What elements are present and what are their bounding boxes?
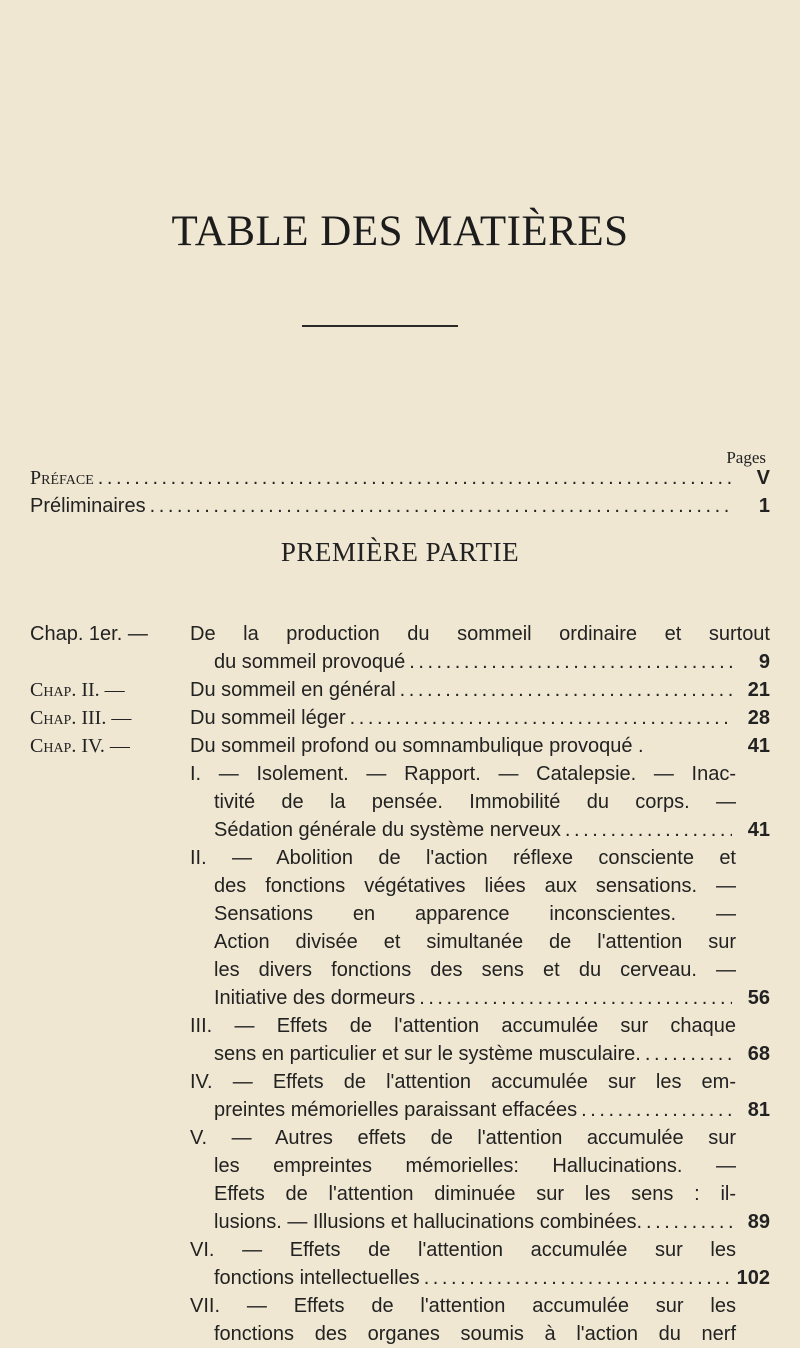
section-text: Sensations en apparence inconscientes. —	[214, 903, 736, 925]
title-rule	[302, 325, 458, 327]
toc-entry-label: Préface	[30, 467, 94, 489]
section-text: les empreintes mémorielles: Hallucinations. —	[214, 1155, 736, 1177]
chapter-line: Du sommeil léger	[190, 707, 346, 729]
section-text: II. — Abolition de l'action réflexe consciente et	[190, 847, 736, 869]
toc-entry-page: 41	[747, 819, 770, 841]
chapter-label: Chap. 1er. —	[30, 623, 148, 645]
section-text: Effets de l'attention diminuée sur les sens : il-	[214, 1183, 736, 1205]
section-text: les divers fonctions des sens et du cerveau. —	[214, 959, 736, 981]
toc-entry-label: Préliminaires	[30, 495, 146, 517]
section-text: Sédation générale du système nerveux	[214, 819, 561, 841]
section-line	[190, 1236, 770, 1264]
toc-entry-page: V	[756, 467, 770, 489]
section-text: Action divisée et simultanée de l'attention sur	[214, 931, 736, 953]
chapter-line: De la production du sommeil ordinaire et surtout	[190, 623, 770, 645]
toc-entry-page: 56	[747, 987, 770, 1009]
section-text: IV. — Effets de l'attention accumulée sur les em-	[190, 1071, 736, 1093]
section-line	[214, 1208, 770, 1236]
section-line	[214, 816, 770, 844]
leader-dots	[565, 816, 732, 844]
section-line	[190, 1292, 770, 1320]
toc-entry-page: 9	[758, 651, 770, 673]
section-text: sens en particulier et sur le système musculaire.	[214, 1043, 641, 1065]
section-line	[214, 956, 770, 984]
section-line	[190, 760, 770, 788]
section-text: VII. — Effets de l'attention accumulée sur les	[190, 1295, 736, 1317]
toc-entry-page: 81	[747, 1099, 770, 1121]
leader-dots	[646, 1208, 732, 1236]
pages-column-label: Pages	[726, 448, 766, 467]
section-text: des fonctions végétatives liées aux sensations. —	[214, 875, 736, 897]
section-line	[214, 928, 770, 956]
toc-entry-page: 102	[736, 1267, 770, 1289]
section-text: fonctions intellectuelles	[214, 1267, 420, 1289]
section-line	[214, 1320, 770, 1348]
section-line	[214, 1180, 770, 1208]
section-text: I. — Isolement. — Rapport. — Catalepsie. — Inac-	[190, 763, 736, 785]
section-text: VI. — Effets de l'attention accumulée sur les	[190, 1239, 736, 1261]
section-text: lusions. — Illusions et hallucinations combinées.	[214, 1211, 642, 1233]
section-line	[214, 788, 770, 816]
leader-dots	[350, 704, 732, 732]
section-line	[214, 984, 770, 1012]
leader-dots	[98, 464, 732, 492]
chapter-line: Du sommeil profond ou somnambulique provoqué .	[190, 735, 644, 757]
section-line	[214, 1264, 770, 1292]
chapter-line: Du sommeil en général	[190, 679, 396, 701]
leader-dots	[581, 1096, 732, 1124]
part-title: PREMIÈRE PARTIE	[280, 537, 520, 567]
toc-entry-page: 21	[747, 679, 770, 701]
section-text: Initiative des dormeurs	[214, 987, 416, 1009]
toc-entry-page: 41	[747, 735, 770, 757]
chapter-line: du sommeil provoqué	[214, 651, 406, 673]
leader-dots	[645, 1040, 732, 1068]
section-line	[190, 1068, 770, 1096]
section-text: V. — Autres effets de l'attention accumulée sur	[190, 1127, 736, 1149]
toc-entry-page: 89	[747, 1211, 770, 1233]
toc-entry-page: 28	[747, 707, 770, 729]
chapter-label: Chap. II. —	[30, 679, 125, 701]
leader-dots	[424, 1264, 732, 1292]
toc-entry-page: 68	[747, 1043, 770, 1065]
section-text: III. — Effets de l'attention accumulée sur chaque	[190, 1015, 736, 1037]
chapter-label: Chap. III. —	[30, 707, 132, 729]
section-line	[214, 900, 770, 928]
section-line	[214, 1040, 770, 1068]
section-line	[190, 1012, 770, 1040]
section-line	[214, 872, 770, 900]
toc-entry-preliminaires	[30, 492, 770, 520]
chapter-label: Chap. IV. —	[30, 735, 130, 757]
page-title: TABLE DES MATIÈRES	[171, 208, 629, 255]
section-text: tivité de la pensée. Immobilité du corps. —	[214, 791, 736, 813]
section-text: fonctions des organes soumis à l'action du nerf	[214, 1323, 736, 1345]
section-line	[190, 1124, 770, 1152]
section-line	[190, 844, 770, 872]
toc-entry-preface	[30, 464, 770, 492]
toc-entry-page: 1	[758, 495, 770, 517]
leader-dots	[150, 492, 732, 520]
leader-dots	[409, 648, 732, 676]
leader-dots	[400, 676, 732, 704]
section-line	[214, 1152, 770, 1180]
section-text: preintes mémorielles paraissant effacées	[214, 1099, 578, 1121]
toc-chapter-1-cont	[214, 648, 770, 676]
section-line	[214, 1096, 770, 1124]
leader-dots	[419, 984, 732, 1012]
